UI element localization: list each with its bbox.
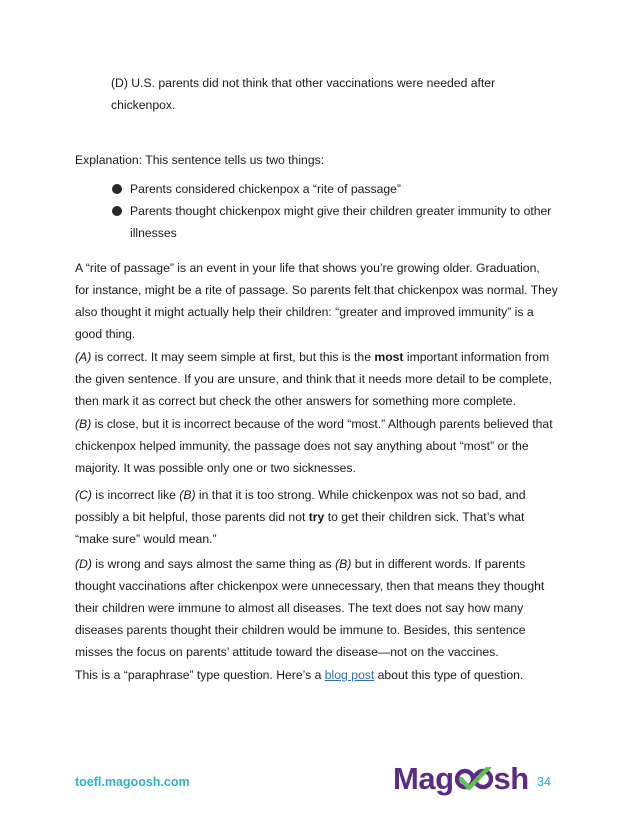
bullet-item-2 — [112, 200, 572, 244]
bullet-2-line-2: illnesses — [130, 226, 177, 240]
answer-a-text-1a: is correct. It may seem simple at first, but this is the — [91, 350, 375, 364]
footer-url[interactable]: toefl.magoosh.com — [75, 775, 190, 789]
answer-b-label: (B) — [75, 417, 92, 431]
rite-line-3: also thought it might actually help their children: “greater and improved immunity” is a — [75, 305, 534, 319]
option-d-text — [111, 72, 531, 116]
answer-d-line-2: thought vaccinations after chickenpox were unnecessary, then that means they thought — [75, 579, 545, 593]
rite-line-1: A “rite of passage” is an event in your life that shows you’re growing older. Graduation, — [75, 261, 540, 275]
closing-paragraph — [75, 664, 570, 686]
answer-d-line-5: misses the focus on parents’ attitude toward the disease—not on the vaccines. — [75, 645, 499, 659]
answer-d-ref-b: (B) — [335, 557, 352, 571]
explanation-bullet-list — [112, 178, 572, 244]
answer-c-line-1 — [75, 484, 570, 506]
answer-c-paragraph — [75, 484, 570, 550]
emphasis-most: most — [374, 350, 404, 364]
answer-d-line-4: diseases parents thought their children would be immune to. Besides, this sentence — [75, 623, 526, 637]
answer-b-line-2: chickenpox helped immunity, the passage does not say anything about “most” or the — [75, 439, 529, 453]
answer-b-line-3: majority. It was possible only one or two sicknesses. — [75, 461, 356, 475]
answer-a-paragraph — [75, 346, 570, 412]
rite-line-2: for instance, might be a rite of passage. So parents felt that chickenpox was normal. They — [75, 283, 558, 297]
explanation-intro: Explanation: This sentence tells us two things: — [75, 153, 325, 167]
closing-text-before: This is a “paraphrase” type question. Here’s a — [75, 668, 325, 682]
answer-d-paragraph — [75, 553, 570, 663]
page-number: 34 — [537, 775, 551, 789]
answer-b-paragraph — [75, 413, 570, 479]
answer-c-ref-b: (B) — [179, 488, 196, 502]
answer-b-text-1: is close, but it is incorrect because of the word “most.” Although parents believed that — [91, 417, 553, 431]
bullet-dot-icon — [112, 184, 122, 194]
logo-owl-eyes-icon — [455, 767, 493, 791]
answer-c-line-3: “make sure” would mean.” — [75, 532, 217, 546]
answer-c-text-2a: possibly a bit helpful, those parents did not — [75, 510, 309, 524]
emphasis-try: try — [308, 510, 325, 524]
magoosh-logo — [393, 761, 529, 797]
option-d-line-1: (D) U.S. parents did not think that other vaccinations were needed after — [111, 76, 496, 90]
bullet-item-1 — [112, 178, 572, 200]
answer-d-text-1c: but in different words. If parents — [351, 557, 526, 571]
bullet-1-line-1: Parents considered chickenpox a “rite of passage” — [130, 182, 401, 196]
closing-line — [75, 664, 570, 686]
answer-a-line-3: then mark it as correct but check the other answers for something more complete. — [75, 394, 516, 408]
blog-post-link[interactable]: blog post — [324, 668, 375, 682]
answer-d-line-1 — [75, 553, 570, 575]
option-d-line-2: chickenpox. — [111, 98, 176, 112]
answer-c-text-1a: is incorrect like — [91, 488, 180, 502]
answer-a-text-1c: important information from — [403, 350, 550, 364]
bullet-dot-icon — [112, 206, 122, 216]
answer-c-label: (C) — [75, 488, 92, 502]
rite-of-passage-paragraph — [75, 257, 570, 345]
answer-c-text-2c: to get their children sick. That’s what — [324, 510, 525, 524]
answer-a-label: (A) — [75, 350, 92, 364]
answer-c-text-1c: in that it is too strong. While chickenpox was not so bad, and — [195, 488, 526, 502]
answer-b-line-1 — [75, 413, 570, 435]
answer-a-line-1 — [75, 346, 570, 368]
answer-d-label: (D) — [75, 557, 92, 571]
closing-text-after: about this type of question. — [374, 668, 524, 682]
logo-text-left: Mag — [393, 761, 454, 796]
answer-d-line-3: their children were immune to almost all diseases. The text does not say how many — [75, 601, 524, 615]
answer-a-line-2: the given sentence. If you are unsure, and think that it needs more detail to be complete, — [75, 372, 552, 386]
answer-c-line-2 — [75, 506, 570, 528]
bullet-2-line-1: Parents thought chickenpox might give their children greater immunity to other — [130, 204, 552, 218]
rite-line-4: good thing. — [75, 327, 136, 341]
answer-d-text-1a: is wrong and says almost the same thing as — [91, 557, 336, 571]
logo-text-right: sh — [493, 761, 529, 796]
